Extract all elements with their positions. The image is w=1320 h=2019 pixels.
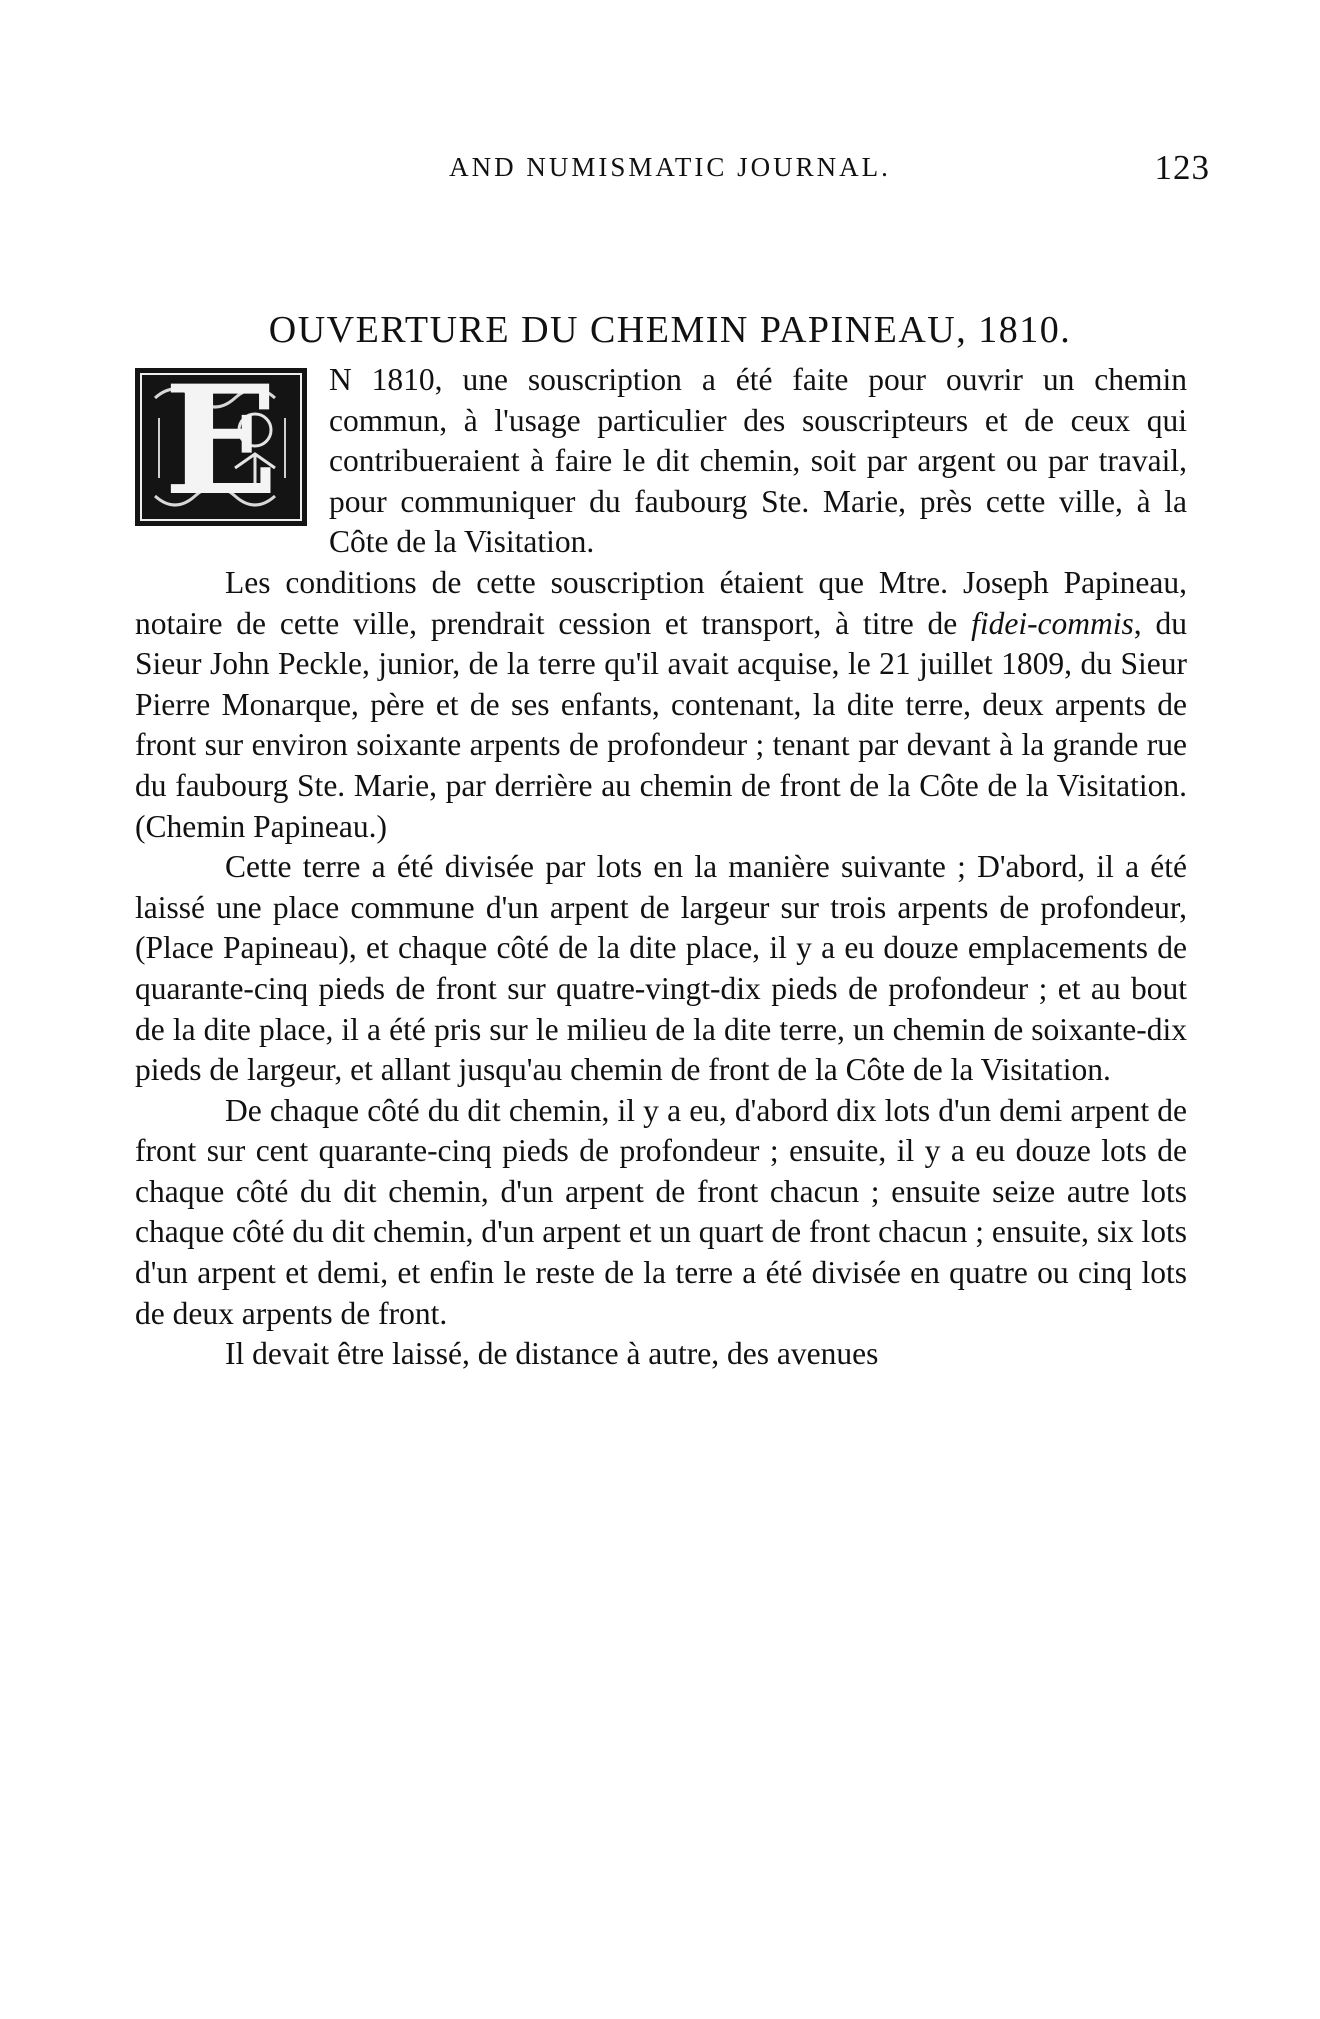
paragraph-4 [135, 1091, 1187, 1335]
paragraph-2 [135, 563, 1187, 847]
paragraph-text: Les conditions de cette souscription étaient que Mtre. Joseph Papineau, notaire de cette ville, prendrait cession et transport, à titre de [135, 564, 1187, 641]
running-head [130, 148, 1210, 188]
paragraph-text-continued: , du Sieur John Peckle, junior, de la terre qu'il avait acquise, le 21 juillet 1809, du Sieur Pierre Monarque, père et de ses enfants, contenant, la dite terre, deux arpents de front sur environ soixante arpents de profondeur ; tenant par devant à la grande rue du faubourg Ste. Marie, par derrière au chemin de front de la Côte de la Visitation. (Chemin Papineau.) [135, 605, 1188, 844]
paragraph-5 [135, 1334, 1187, 1375]
paragraph-text: Il devait être laissé, de distance à autre, des avenues [225, 1336, 879, 1372]
drop-cap-ornament [135, 368, 307, 526]
paragraph-3 [135, 847, 1187, 1091]
paragraph-1 [135, 360, 1187, 563]
italic-term: fidei-commis [971, 605, 1134, 641]
paragraph-text: Cette terre a été divisée par lots en la manière suivante ; D'abord, il a été laissé une place commune d'un arpent de largeur sur trois arpents de profondeur, (Place Papineau), et chaque côté de la dite place, il y a eu douze emplacements de quarante-cinq pieds de front sur quatre-vingt-dix pieds de profondeur ; et au bout de la dite place, il a été pris sur le milieu de la dite terre, un chemin de soixante-dix pieds de largeur, et allant jusqu'au chemin de front de la Côte de la Visitation. [135, 849, 1187, 1088]
paragraph-text: N 1810, une souscription a été faite pour ouvrir un chemin commun, à l'usage particulier des souscripteurs et de ceux qui contribueraient à faire le dit chemin, soit par argent ou par travail, pour communiquer du faubourg Ste. Marie, près cette ville, à la Côte de la Visitation. [329, 362, 1187, 560]
article-body [135, 360, 1187, 1375]
paragraph-text: De chaque côté du dit chemin, il y a eu, d'abord dix lots d'un demi arpent de front sur cent quarante-cinq pieds de profondeur ; ensuite, il y a eu douze lots de chaque côté du dit chemin, d'un arpent de front chacun ; ensuite seize autre lots chaque côté du dit chemin, d'un arpent et un quart de front chacun ; ensuite, six lots d'un arpent et demi, et enfin le reste de la terre a été divisée en quatre ou cinq lots de deux arpents de front. [135, 1092, 1187, 1331]
article-title: OUVERTURE DU CHEMIN PAPINEAU, 1810. [268, 309, 1072, 351]
page-number: 123 [1154, 148, 1210, 187]
drop-cap-letter: E [163, 368, 279, 526]
running-title: AND NUMISMATIC JOURNAL. [449, 152, 891, 182]
